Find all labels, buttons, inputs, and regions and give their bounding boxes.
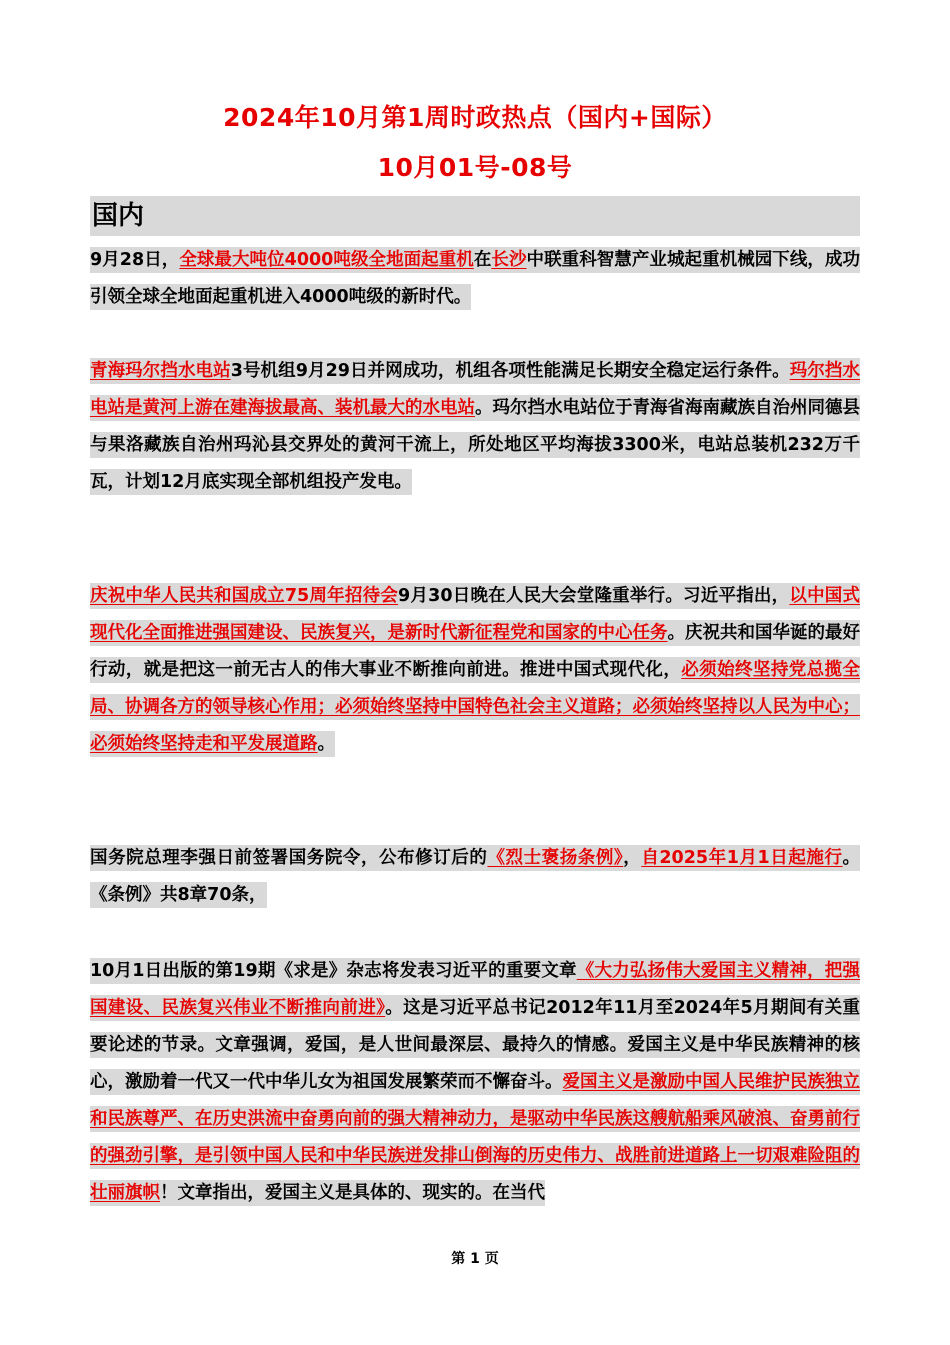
- emphasis-text: 长沙: [491, 250, 527, 270]
- emphasis-text: 《大力弘扬伟大爱国主义精神，把强国建设、民族复兴伟业不断推向前进》: [90, 961, 861, 1018]
- paragraph-text: [90, 583, 860, 757]
- plain-text: 。这是习近平总书记2012年11月至2024年5月期间有关重要论述的节录。文章强调，爱国，是人世间最深层、最持久的情感。爱国主义是中华民族精神的核心，激励着一代又一代中华儿女为祖国发展繁荣而不懈奋斗。: [90, 998, 860, 1092]
- emphasis-text: 《烈士褒扬条例》: [487, 848, 624, 868]
- page-number: 第 1 页: [451, 1251, 499, 1267]
- news-paragraph: [90, 242, 860, 316]
- news-paragraph: [90, 578, 860, 763]
- emphasis-text: 爱国主义是激励中国人民维护民族独立和民族尊严、在历史洪流中奋勇向前的强大精神动力，是驱动中华民族这艘航船乘风破浪、奋勇前行的强劲引擎，是引领中国人民和中华民族迸发排山倒海的历史伟力、战胜前进道路上一切艰难险阻的壮丽旗帜: [90, 1072, 860, 1203]
- news-paragraph: [90, 353, 860, 501]
- section-heading-domestic: 国内: [90, 196, 860, 236]
- emphasis-text: 以中国式现代化全面推进强国建设、民族复兴，是新时代新征程党和国家的中心任务: [90, 586, 861, 643]
- plain-text: 。《条例》共8章70条，: [90, 848, 861, 905]
- paragraph-text: [90, 958, 860, 1206]
- paragraph-text: [90, 247, 860, 310]
- plain-text: ，: [623, 848, 642, 868]
- plain-text: 。: [317, 734, 335, 754]
- emphasis-text: 自2025年1月1日起施行: [641, 848, 843, 868]
- document-title: 2024年10月第1周时政热点（国内+国际）: [223, 103, 727, 132]
- plain-text: 3号机组9月29日并网成功，机组各项性能满足长期安全稳定运行条件。: [230, 361, 790, 381]
- news-paragraph: [90, 953, 860, 1212]
- emphasis-text: 玛尔挡水电站是黄河上游在建海拔最高、装机最大的水电站: [90, 361, 860, 418]
- plain-text: 10月1日出版的第19期《求是》杂志将发表习近平的重要文章: [90, 961, 577, 981]
- plain-text: 。庆祝共和国华诞的最好行动，就是把这一前无古人的伟大事业不断推向前进。推进中国式现代化，: [90, 623, 860, 680]
- paragraph-text: [90, 845, 860, 908]
- plain-text: ！文章指出，爱国主义是具体的、现实的。在当代: [160, 1183, 545, 1203]
- plain-text: 在: [473, 250, 492, 270]
- emphasis-text: 必须始终坚持党总揽全局、协调各方的领导核心作用；必须始终坚持中国特色社会主义道路；必须始终坚持以人民为中心；必须始终坚持走和平发展道路: [90, 660, 860, 754]
- emphasis-text: 庆祝中华人民共和国成立75周年招待会: [90, 586, 399, 606]
- plain-text: 国务院总理李强日前签署国务院令，公布修订后的: [90, 848, 488, 868]
- emphasis-text: 青海玛尔挡水电站: [90, 361, 231, 381]
- paragraph-text: [90, 358, 860, 495]
- plain-text: 9月30日晚在人民大会堂隆重举行。习近平指出，: [398, 586, 790, 606]
- plain-text: 9月28日，: [90, 250, 180, 270]
- document-subtitle-date-range: 10月01号-08号: [377, 153, 573, 182]
- news-paragraph: [90, 840, 860, 914]
- plain-text: 。玛尔挡水电站位于青海省海南藏族自治州同德县与果洛藏族自治州玛沁县交界处的黄河干流上，所处地区平均海拔3300米，电站总装机232万千瓦，计划12月底实现全部机组投产发电。: [90, 398, 860, 492]
- emphasis-text: 全球最大吨位4000吨级全地面起重机: [179, 250, 474, 270]
- plain-text: 中联重科智慧产业城起重机械园下线，成功引领全球全地面起重机进入4000吨级的新时代。: [90, 250, 861, 307]
